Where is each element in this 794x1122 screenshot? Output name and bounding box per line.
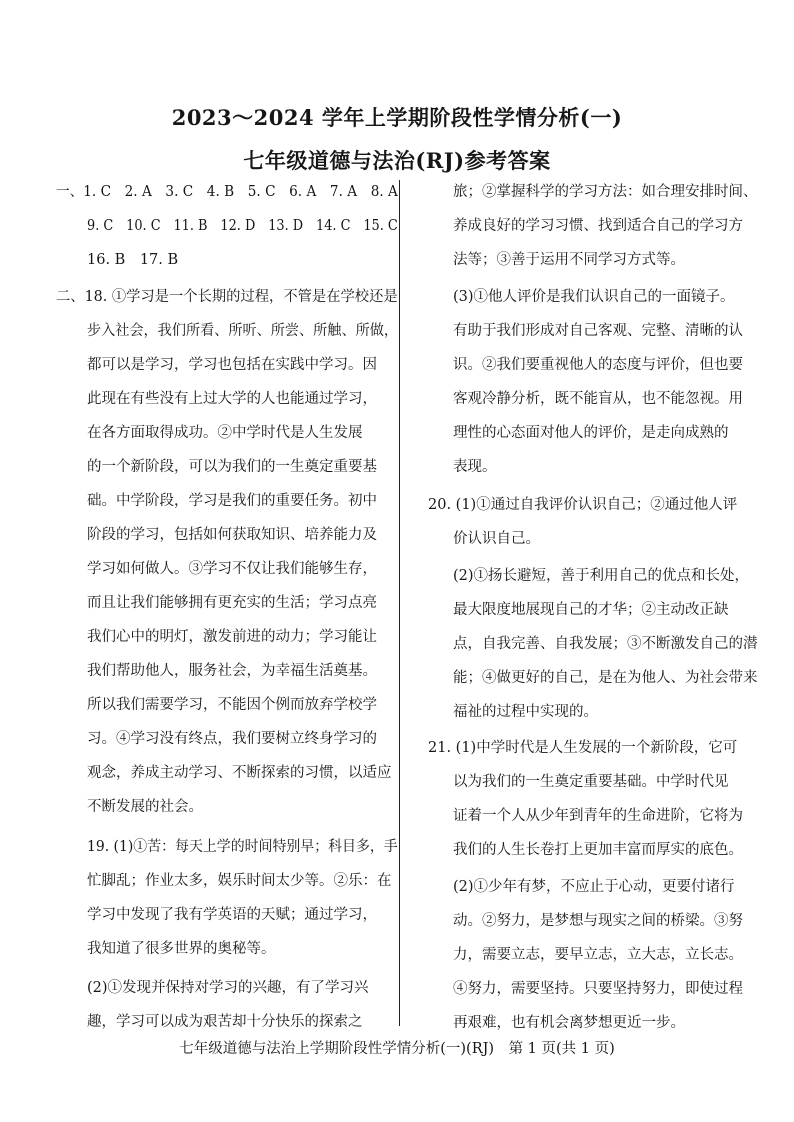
answer-line: 都可以是学习，学习也包括在实践中学习。因 xyxy=(87,357,377,373)
answer-line: 学习中发现了我有学英语的天赋；通过学习， xyxy=(87,907,377,923)
answer-line: 养成良好的学习习惯、找到适合自己的学习方 xyxy=(453,218,743,234)
answer-line: 在各方面取得成功。②中学时代是人生发展 xyxy=(87,425,363,441)
answer-line: 旅；②掌握科学的学习方法：如合理安排时间、 xyxy=(453,184,758,200)
answer-line: 客观冷静分析，既不能盲从，也不能忽视。用 xyxy=(453,391,743,407)
answer-line: 福祉的过程中实现的。 xyxy=(453,704,598,720)
answer-line: 21. (1)中学时代是人生发展的一个新阶段，它可 xyxy=(428,740,738,756)
answer-line: 点，自我完善、自我发展；③不断激发自己的潜 xyxy=(453,636,758,652)
answer-line: 我们心中的明灯，激发前进的动力；学习能让 xyxy=(87,629,377,645)
answer-line: 此现在有些没有上过大学的人也能通过学习， xyxy=(87,391,377,407)
answer-line: 以为我们的一生奠定重要基础。中学时代见 xyxy=(453,774,729,790)
answer-line: 观念，养成主动学习、不断探索的习惯，以适应 xyxy=(87,765,392,781)
answer-line: (2)①扬长避短，善于利用自己的优点和长处， xyxy=(453,568,750,584)
answer-line: 不断发展的社会。 xyxy=(87,799,203,815)
answer-line: ④努力，需要坚持。只要坚持努力，即使过程 xyxy=(453,981,743,997)
page-subtitle: 七年级道德与法治(RJ)参考答案 xyxy=(243,148,551,173)
answer-line: 我们的人生长卷打上更加丰富而厚实的底色。 xyxy=(453,842,743,858)
answer-line: (3)①他人评价是我们认识自己的一面镜子。 xyxy=(453,289,735,305)
answer-line: (2)①发现并保持对学习的兴趣，有了学习兴 xyxy=(87,980,369,996)
page-footer: 七年级道德与法治上学期阶段性学情分析(一)(RJ) 第 1 页(共 1 页) xyxy=(179,1041,615,1057)
answer-line: 习。④学习没有终点，我们要树立终身学习的 xyxy=(87,731,377,747)
answer-line: 有助于我们形成对自己客观、完整、清晰的认 xyxy=(453,323,743,339)
answer-line: 19. (1)①苦：每天上学的时间特别早；科目多，手 xyxy=(87,839,398,855)
answer-line: (2)①少年有梦，不应止于心动，更要付诸行 xyxy=(453,879,735,895)
answer-line: 学习如何做人。③学习不仅让我们能够生存， xyxy=(87,561,377,577)
answer-line: 二、18. ①学习是一个长期的过程，不管是在学校还是 xyxy=(56,289,398,305)
answer-line: 法等；③善于运用不同学习方式等。 xyxy=(453,252,685,268)
answer-line: 步入社会，我们所看、所听、所尝、所触、所做， xyxy=(87,323,398,339)
answer-line: 价认识自己。 xyxy=(453,531,540,547)
answer-line: 20. (1)①通过自我评价认识自己；②通过他人评 xyxy=(428,497,738,513)
answer-line: 我们帮助他人，服务社会，为幸福生活奠基。 xyxy=(87,663,377,679)
answer-line: 证着一个人从少年到青年的生命进阶，它将为 xyxy=(453,808,743,824)
answer-line: 所以我们需要学习，不能因个例而放弃学校学 xyxy=(87,697,377,713)
answer-line: 阶段的学习，包括如何获取知识、培养能力及 xyxy=(87,527,377,543)
answer-line: 识。②我们要重视他人的态度与评价，但也要 xyxy=(453,357,743,373)
answer-line: 趣，学习可以成为艰苦却十分快乐的探索之 xyxy=(87,1014,363,1030)
answer-line: 础。中学阶段，学习是我们的重要任务。初中 xyxy=(87,493,377,509)
answer-line: 最大限度地展现自己的才华；②主动改正缺 xyxy=(453,602,729,618)
answer-line: 忙脚乱；作业太多，娱乐时间太少等。②乐：在 xyxy=(87,873,392,889)
answer-line: 9. C 10. C 11. B 12. D 13. D 14. C 15. C xyxy=(87,218,398,234)
answer-line: 表现。 xyxy=(453,459,497,475)
answer-line: 力，需要立志，要早立志，立大志，立长志。 xyxy=(453,947,743,963)
answer-line: 的一个新阶段，可以为我们的一生奠定重要基 xyxy=(87,459,377,475)
answer-line: 而且让我们能够拥有更充实的生活；学习点亮 xyxy=(87,595,377,611)
answer-line: 16. B 17. B xyxy=(87,252,179,268)
column-divider xyxy=(399,180,400,1026)
page-title: 2023～2024 学年上学期阶段性学情分析(一) xyxy=(171,105,623,130)
answer-line: 再艰难，也有机会离梦想更近一步。 xyxy=(453,1015,685,1031)
answer-line: 能；④做更好的自己，是在为他人、为社会带来 xyxy=(453,670,758,686)
answer-line: 动。②努力，是梦想与现实之间的桥梁。③努 xyxy=(453,913,743,929)
answer-line: 理性的心态面对他人的评价，是走向成熟的 xyxy=(453,425,729,441)
answer-line: 一、1. C 2. A 3. C 4. B 5. C 6. A 7. A 8. A xyxy=(56,184,398,200)
answer-line: 我知道了很多世界的奥秘等。 xyxy=(87,941,276,957)
